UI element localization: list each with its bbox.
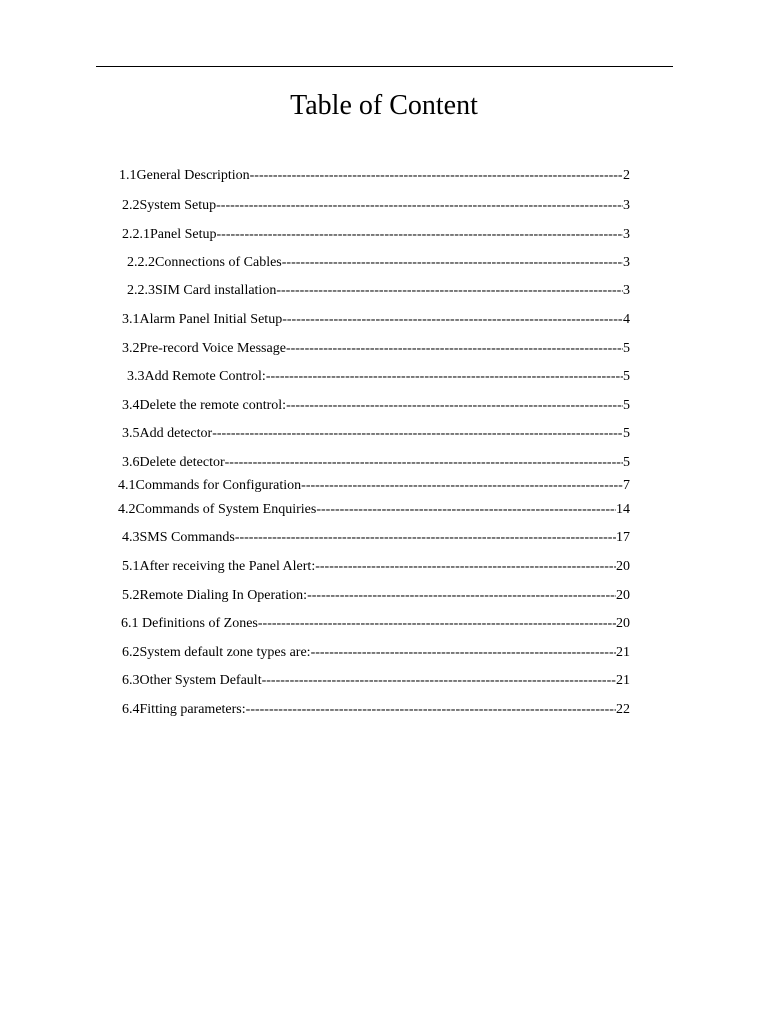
toc-entry-page: 22 [616, 702, 630, 717]
toc-entry-label: 1.1General Description [119, 168, 250, 183]
toc-entry[interactable] [122, 340, 630, 358]
toc-entry-label: 2.2System Setup [122, 198, 217, 213]
toc-entry-page: 3 [623, 227, 630, 242]
page-title: Table of Content [290, 90, 478, 121]
toc-entry-label: 2.2.1Panel Setup [122, 227, 217, 242]
toc-entry[interactable] [118, 477, 630, 495]
toc-entry-label: 4.3SMS Commands [122, 530, 235, 545]
toc-entry[interactable] [122, 311, 630, 329]
toc-entry-page: 3 [623, 283, 630, 298]
toc-entry-label: 3.2Pre-record Voice Message [122, 341, 286, 356]
toc-leader [301, 477, 623, 495]
toc-entry-page: 20 [616, 588, 630, 603]
toc-leader [212, 425, 623, 443]
toc-entry-page: 17 [616, 530, 630, 545]
toc-entry-label: 2.2.3SIM Card installation [127, 283, 277, 298]
toc-entry-page: 14 [616, 502, 630, 517]
toc-entry[interactable] [122, 672, 630, 690]
toc-entry-label: 2.2.2Connections of Cables [127, 255, 282, 270]
toc-entry-page: 5 [623, 369, 630, 384]
toc-entry-page: 21 [616, 673, 630, 688]
toc-leader [316, 501, 616, 519]
toc-entry-label: 6.3Other System Default [122, 673, 262, 688]
toc-entry-page: 2 [623, 168, 630, 183]
toc-leader [311, 644, 616, 662]
toc-leader [286, 340, 623, 358]
toc-entry[interactable] [122, 701, 630, 719]
toc-entry[interactable] [122, 558, 630, 576]
toc-entry[interactable] [122, 425, 630, 443]
toc-entry-page: 3 [623, 198, 630, 213]
toc-entry-label: 3.6Delete detector [122, 455, 225, 470]
toc-entry-page: 4 [623, 312, 630, 327]
toc-entry-label: 5.1After receiving the Panel Alert: [122, 559, 316, 574]
toc-entry[interactable] [122, 529, 630, 547]
toc-entry-label: 3.3Add Remote Control: [127, 369, 266, 384]
toc-leader [282, 311, 623, 329]
toc-entry-label: 6.1 Definitions of Zones [121, 616, 258, 631]
toc-leader [216, 197, 623, 215]
toc-entry-label: 3.5Add detector [122, 426, 213, 441]
toc-entry-page: 5 [623, 426, 630, 441]
toc-leader [266, 368, 623, 386]
toc-entry[interactable] [122, 454, 630, 472]
toc-leader [217, 226, 624, 244]
toc-leader [262, 672, 616, 690]
toc-entry-page: 5 [623, 398, 630, 413]
toc-entry[interactable] [121, 615, 630, 633]
toc-entry-label: 3.1Alarm Panel Initial Setup [122, 312, 283, 327]
toc-entry[interactable] [122, 197, 630, 215]
toc-entry-page: 20 [616, 559, 630, 574]
toc-leader [246, 701, 616, 719]
toc-leader [315, 558, 616, 576]
toc-entry-page: 20 [616, 616, 630, 631]
toc-entry[interactable] [122, 226, 630, 244]
toc-entry-label: 3.4Delete the remote control: [122, 398, 287, 413]
toc-leader [276, 282, 623, 300]
toc-leader [235, 529, 616, 547]
toc-entry[interactable] [127, 282, 630, 300]
toc-leader [282, 254, 623, 272]
toc-entry[interactable] [127, 368, 630, 386]
header-rule [96, 66, 673, 67]
toc-entry-page: 3 [623, 255, 630, 270]
toc-entry[interactable] [118, 501, 630, 519]
toc-entry-page: 5 [623, 455, 630, 470]
toc-entry-label: 6.2System default zone types are: [122, 645, 311, 660]
toc-entry-label: 4.2Commands of System Enquiries [118, 502, 317, 517]
toc-entry[interactable] [119, 167, 630, 185]
toc-entry[interactable] [127, 254, 630, 272]
toc-leader [258, 615, 616, 633]
toc-leader [250, 167, 623, 185]
toc-leader [225, 454, 623, 472]
toc-entry-page: 7 [623, 478, 630, 493]
toc-entry-page: 5 [623, 341, 630, 356]
toc-leader [286, 397, 623, 415]
toc-entry[interactable] [122, 644, 630, 662]
toc-entry-label: 4.1Commands for Configuration [118, 478, 302, 493]
toc-leader [307, 587, 616, 605]
toc-entry-page: 21 [616, 645, 630, 660]
toc-entry-label: 6.4Fitting parameters: [122, 702, 246, 717]
toc-entry[interactable] [122, 397, 630, 415]
toc-entry-label: 5.2Remote Dialing In Operation: [122, 588, 308, 603]
toc-entry[interactable] [122, 587, 630, 605]
